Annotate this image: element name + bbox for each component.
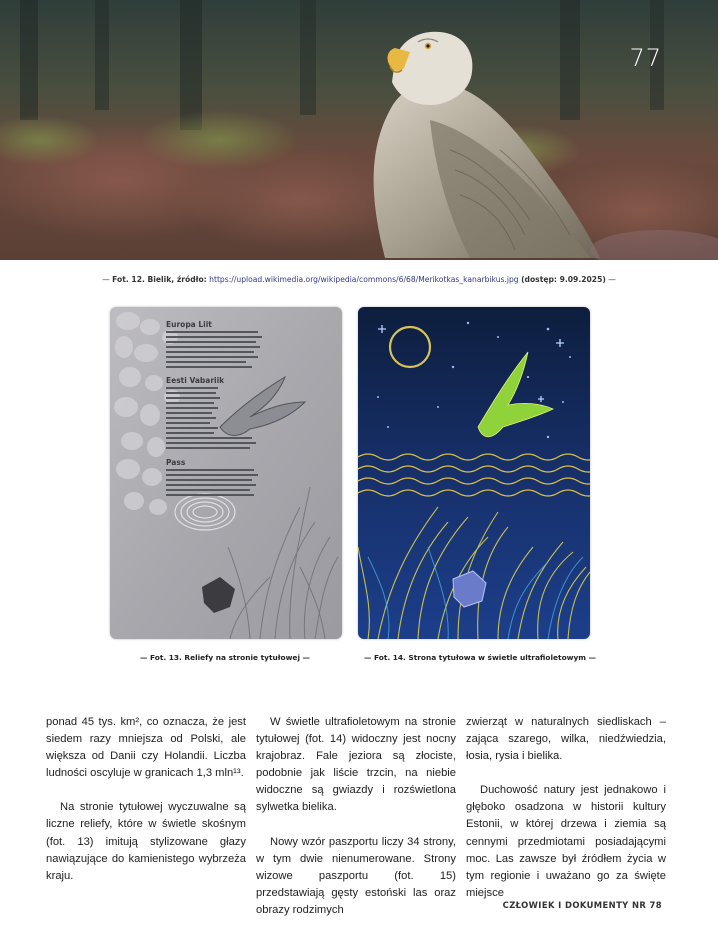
col1-paragraph-1: ponad 45 tys. km², co oznacza, że jest siedem razy mniejsza od Polski, ale większa od Danii czy Holandii. Liczba ludności oscyluje w granicach 1,3 mln¹³. bbox=[46, 716, 246, 780]
figure-13-caption: — Fot. 13. Reliefy na stronie tytułowej — bbox=[140, 653, 310, 662]
figure-13-reliefs bbox=[110, 307, 342, 639]
caption-access-date: (dostęp: 9.09.2025) bbox=[521, 275, 606, 284]
col3-paragraph-2: Duchowość natury jest jednakowo i głęboko osadzona w historii kultury Estonii, w której drzewa i ziemia są cennymi przedmiotami posiadającymi moc. Las zawsze był źródłem życia w tym regionie i uważano go za święte miejsce bbox=[466, 784, 666, 899]
col2-paragraph-2: Nowy wzór paszportu liczy 34 strony, w tym dwie nienumerowane. Strony wizowe paszportu (fot. 15) przedstawiają gęsty estoński las oraz obrazy rodzimych bbox=[256, 835, 456, 916]
relief-heading-eu: Europa Liit bbox=[166, 320, 212, 329]
relief-heading-ee: Eesti Vabariik bbox=[166, 376, 225, 385]
photo-caption bbox=[0, 275, 718, 284]
hero-eagle-photo bbox=[0, 0, 718, 260]
page-number: 77 bbox=[629, 44, 662, 72]
col3-paragraph-1: zwierząt w naturalnych siedliskach – zająca szarego, wilka, niedźwiedzia, łosia, rysia i bielika. bbox=[466, 716, 666, 763]
caption-dash-right: — bbox=[605, 275, 616, 284]
relief-heading-pass: Pass bbox=[166, 458, 186, 467]
eagle-illustration bbox=[0, 0, 718, 260]
text-column-3 bbox=[466, 714, 666, 902]
caption-source-link[interactable]: https://upload.wikimedia.org/wikipedia/commons/6/68/Merikotkas_kanarbikus.jpg bbox=[209, 275, 519, 284]
caption-label: Fot. 12. Bielik, źródło: bbox=[112, 275, 207, 284]
text-column-1 bbox=[46, 714, 246, 885]
text-column-2 bbox=[256, 714, 456, 919]
caption-dash-left: — bbox=[102, 275, 113, 284]
figure-14-uv bbox=[358, 307, 590, 639]
footer-journal-title: CZŁOWIEK I DOKUMENTY NR 78 bbox=[502, 900, 662, 910]
col1-paragraph-2: Na stronie tytułowej wyczuwalne są liczne reliefy, które w świetle skośnym (fot. 13) imitują stylizowane głazy nawiązujące do kamienistego wybrzeża kraju. bbox=[46, 801, 246, 882]
figure-14-caption: — Fot. 14. Strona tytułowa w świetle ultrafioletowym — bbox=[364, 653, 596, 662]
col2-paragraph-1: W świetle ultrafioletowym na stronie tytułowej (fot. 14) widoczny jest nocny krajobraz. Fale jeziora są złociste, podobnie jak liście trzcin, na niebie widoczne są gwiazdy i rozświetlona sylwetka bielika. bbox=[256, 716, 456, 814]
passport-relief-image bbox=[110, 307, 342, 639]
passport-uv-image bbox=[358, 307, 590, 639]
